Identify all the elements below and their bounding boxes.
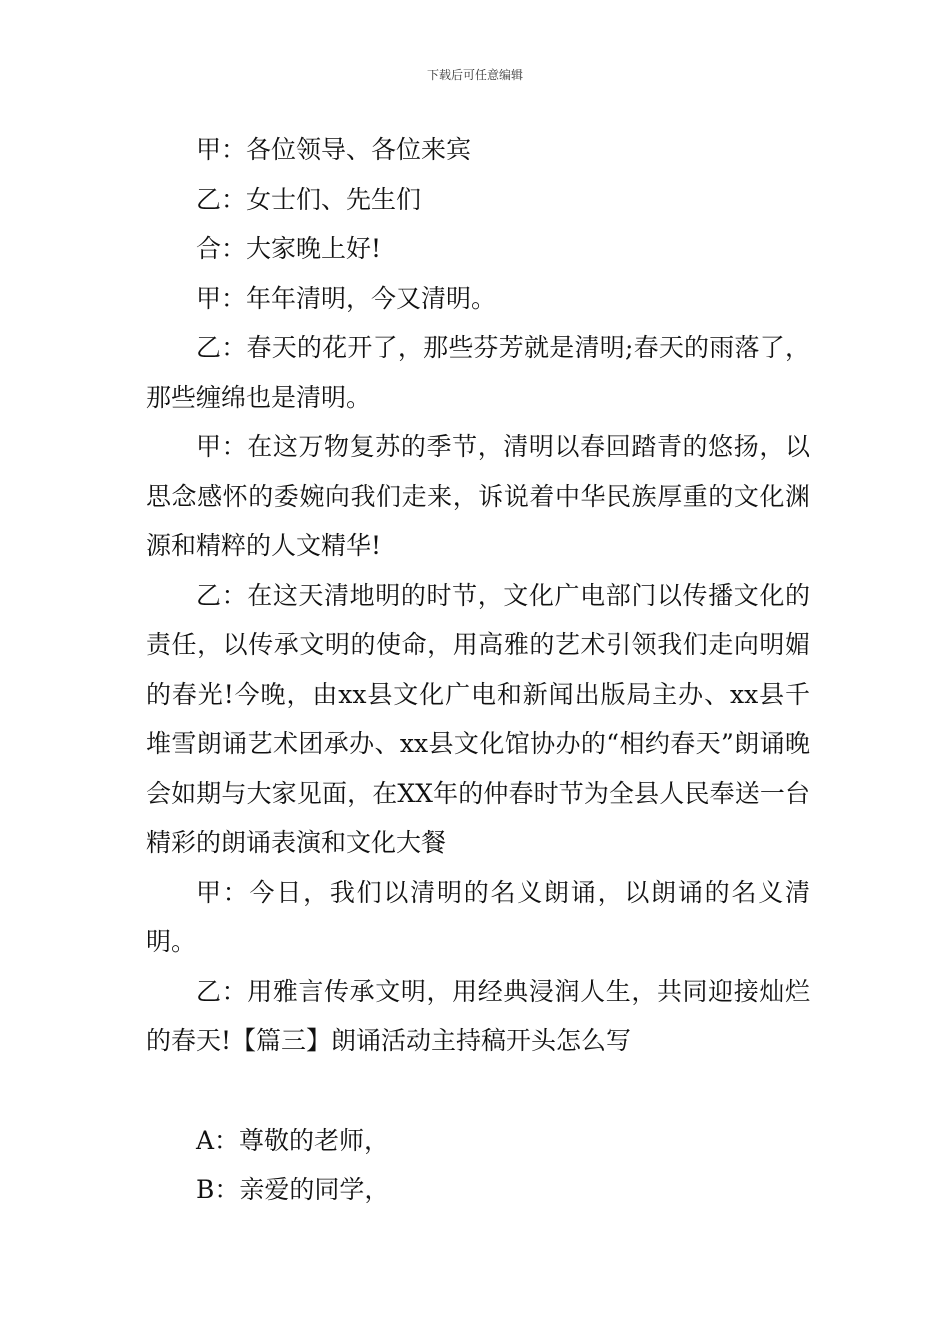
paragraph: 甲：年年清明，今又清明。 xyxy=(196,283,497,313)
paragraph-gap xyxy=(146,1066,810,1116)
paragraph: 合：大家晚上好! xyxy=(196,234,382,263)
paragraph: 甲：各位领导、各位来宾 xyxy=(196,135,472,164)
paragraph: B：亲爱的同学， xyxy=(196,1175,390,1204)
paragraph: 甲：在这万物复苏的季节，清明以春回踏青的悠扬，以思念感怀的委婉向我们走来，诉说着中华民族厚重的文化渊源和精粹的人文精华! xyxy=(146,432,810,560)
document-body xyxy=(146,125,810,1215)
paragraph: 甲：今日，我们以清明的名义朗诵，以朗诵的名义清明。 xyxy=(146,877,810,956)
paragraph: 乙：在这天清地明的时节，文化广电部门以传播文化的责任，以传承文明的使命，用高雅的艺术引领我们走向明媚的春光!今晚，由xx县文化广电和新闻出版局主办、xx县千堆雪朗诵艺术团承办、xx县文化馆协办的“相约春天”朗诵晚会如期与大家见面，在XX年的仲春时节为全县人民奉送一台精彩的朗诵表演和文化大餐 xyxy=(146,580,810,857)
paragraph: 乙：用雅言传承文明，用经典浸润人生，共同迎接灿烂的春天!【篇三】朗诵活动主持稿开头怎么写 xyxy=(146,976,810,1055)
paragraph: 乙：春天的花开了，那些芬芳就是清明;春天的雨落了，那些缠绵也是清明。 xyxy=(146,333,810,412)
paragraph: 乙：女士们、先生们 xyxy=(196,184,422,214)
page-header-note: 下载后可任意编辑 xyxy=(426,68,523,82)
paragraph: A：尊敬的老师， xyxy=(196,1125,390,1155)
